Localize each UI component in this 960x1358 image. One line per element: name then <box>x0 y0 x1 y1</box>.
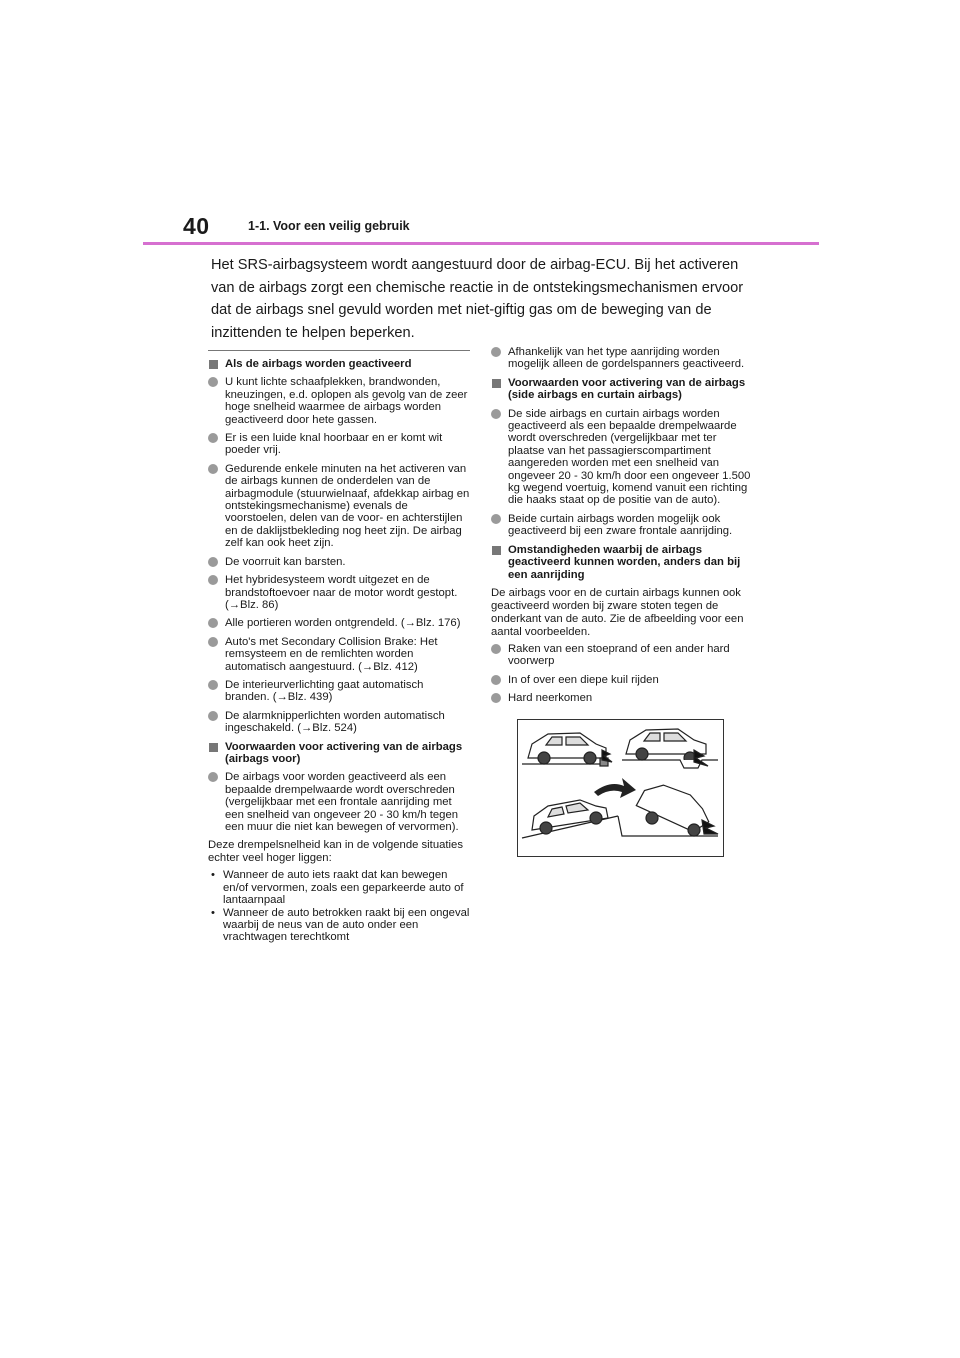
bullet-item: Het hybridesysteem wordt uitgezet en de brandstoftoevoer naar de motor wordt gestopt. (→Blz. 86) <box>208 574 470 611</box>
bullet-item: U kunt lichte schaafplekken, brandwonden, kneuzingen, e.d. oplopen als gevolg van de zeer hoge snelheid waarmee de airbags worden geactiveerd door hete gassen. <box>208 376 470 426</box>
header-rule <box>143 242 819 245</box>
bullet-item: Auto's met Secondary Collision Brake: Het remsysteem en de remlichten worden automatisch aangestuurd. (→Blz. 412) <box>208 636 470 673</box>
heading-front-airbag-conditions: Voorwaarden voor activering van de airbags (airbags voor) <box>208 741 470 766</box>
heading-non-collision-activation: Omstandigheden waarbij de airbags geactiveerd kunnen worden, anders dan bij een aanrijding <box>491 544 753 581</box>
bullet-item: Er is een luide knal hoorbaar en er komt wit poeder vrij. <box>208 432 470 457</box>
bullet-item: Alle portieren worden ontgrendeld. (→Blz. 176) <box>208 617 470 629</box>
heading-airbags-activated: Als de airbags worden geactiveerd <box>208 358 470 370</box>
bullet-item: Afhankelijk van het type aanrijding worden mogelijk alleen de gordelspanners geactiveerd. <box>491 346 753 371</box>
car-ramp-icon <box>522 800 618 838</box>
paragraph-threshold: Deze drempelsnelheid kan in de volgende situaties echter veel hoger liggen: <box>208 839 463 865</box>
left-column <box>208 344 470 944</box>
sub-list-item: • Wanneer de auto iets raakt dat kan bewegen en/of vervormen, zoals een geparkeerde auto of lantaarnpaal <box>208 869 470 906</box>
intro-paragraph: Het SRS-airbagsysteem wordt aangestuurd door de airbag-ECU. Bij het activeren van de airbags zorgt een chemische reactie in de ontstekingsmechanismen ervoor dat de airbags snel gevuld worden met niet-giftig gas om de beweging van de inzittenden te helpen beperken. <box>211 257 744 341</box>
car-pothole-icon <box>622 729 718 768</box>
right-column <box>491 344 753 857</box>
bullet-item: In of over een diepe kuil rijden <box>491 674 753 686</box>
bullet-item: De alarmknipperlichten worden automatisch ingeschakeld. (→Blz. 524) <box>208 710 470 735</box>
divider <box>208 350 470 351</box>
bullet-item: De side airbags en curtain airbags worden geactiveerd als een bepaalde drempelwaarde wordt overschreden (vergelijkbaar met ter plaatse van het passagierscompartiment aangereden worden met een snelheid van ongeveer 20 - 30 km/h door een ongeveer 1.500 kg wegend voertuig, komend vanuit een richting die haaks staat op de positie van de auto). <box>491 408 753 507</box>
arrow-icon <box>594 778 636 798</box>
bullet-item: Hard neerkomen <box>491 692 753 704</box>
paragraph-underbody: De airbags voor en de curtain airbags kunnen ook geactiveerd worden bij zware stoten tegen de onderkant van de auto. Zie de afbeelding voor een aantal voorbeelden. <box>491 586 744 638</box>
bullet-item: De interieurverlichting gaat automatisch branden. (→Blz. 439) <box>208 679 470 704</box>
illustration-underbody-impacts <box>517 719 724 857</box>
bullet-item: De airbags voor worden geactiveerd als een bepaalde drempelwaarde wordt overschreden (vergelijkbaar met een frontale aanrijding met een snelheid van ongeveer 20 - 30 km/h tegen een muur die niet kan bewegen of vervormen). <box>208 771 470 833</box>
page-number: 40 <box>183 213 210 239</box>
bullet-item: Raken van een stoeprand of een ander hard voorwerp <box>491 643 753 668</box>
car-curb-icon <box>522 733 612 766</box>
bullet-item: Beide curtain airbags worden mogelijk ook geactiveerd bij een zware frontale aanrijding. <box>491 513 753 538</box>
section-title: 1-1. Voor een veilig gebruik <box>248 219 410 233</box>
bullet-item: De voorruit kan barsten. <box>208 556 470 568</box>
heading-side-curtain-conditions: Voorwaarden voor activering van de airbags (side airbags en curtain airbags) <box>491 377 753 402</box>
sub-list-item: • Wanneer de auto betrokken raakt bij een ongeval waarbij de neus van de auto onder een vrachtwagen terechtkomt <box>208 907 470 944</box>
bullet-item: Gedurende enkele minuten na het activeren van de airbags kunnen de onderdelen van de airbagmodule (stuurwielnaaf, afdekkap airbag en ontstekingsmechanisme) evenals de voorstoelen, delen van de voor- en achterstijlen en de daklijstbekleding nog heet zijn. De airbag zelf kan ook heet zijn. <box>208 463 470 550</box>
